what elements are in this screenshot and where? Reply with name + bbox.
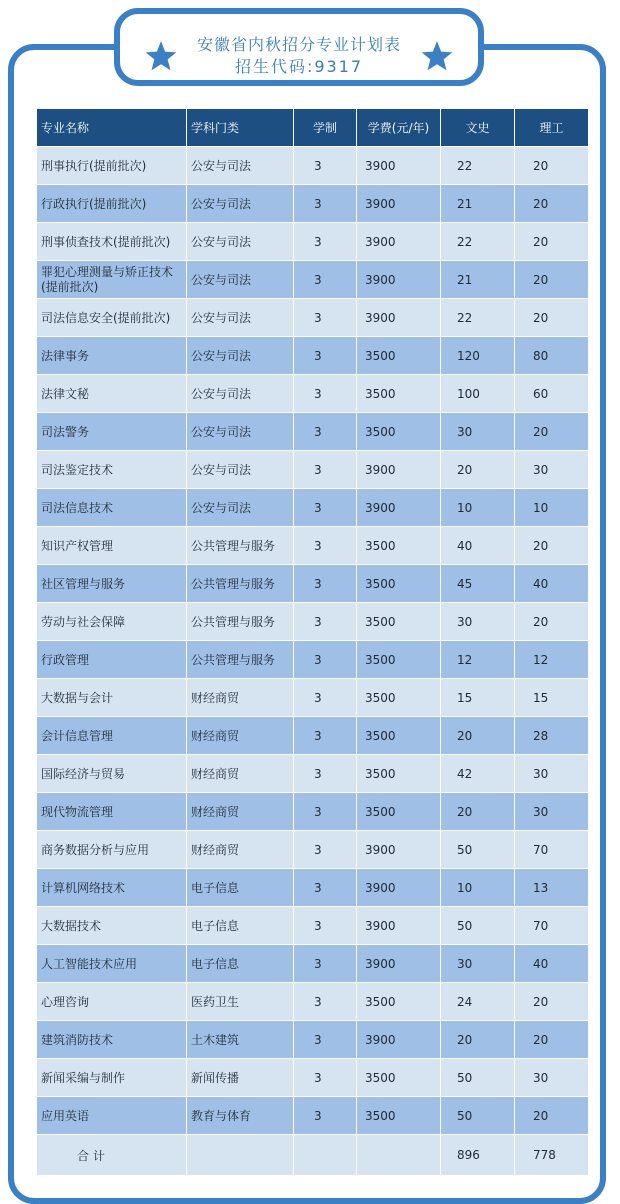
fee-cell: 3900 — [357, 261, 441, 299]
wenshi-cell: 30 — [441, 603, 515, 641]
fee-cell: 3500 — [357, 641, 441, 679]
years-cell: 3 — [294, 527, 357, 565]
wenshi-cell: 21 — [441, 261, 515, 299]
table-row — [37, 299, 589, 337]
table-row — [37, 261, 589, 299]
major-name-cell: 司法警务 — [37, 413, 187, 451]
table-row — [37, 185, 589, 223]
ligong-cell: 60 — [515, 375, 589, 413]
fee-cell: 3900 — [357, 831, 441, 869]
years-cell: 3 — [294, 147, 357, 185]
category-cell: 财经商贸 — [187, 793, 294, 831]
fee-cell: 3500 — [357, 565, 441, 603]
page-title: 安徽省内秋招分专业计划表 — [196, 35, 401, 54]
category-cell: 公安与司法 — [187, 261, 294, 299]
years-cell: 3 — [294, 907, 357, 945]
category-cell: 公共管理与服务 — [187, 641, 294, 679]
ligong-cell: 20 — [515, 1021, 589, 1059]
category-cell: 公安与司法 — [187, 413, 294, 451]
table-row — [37, 679, 589, 717]
wenshi-cell: 20 — [441, 451, 515, 489]
major-name-cell: 新闻采编与制作 — [37, 1059, 187, 1097]
major-name-cell: 劳动与社会保障 — [37, 603, 187, 641]
total-label: 合 计 — [37, 1135, 187, 1176]
ligong-cell: 30 — [515, 451, 589, 489]
major-name-cell: 法律文秘 — [37, 375, 187, 413]
years-cell: 3 — [294, 299, 357, 337]
ligong-cell: 20 — [515, 299, 589, 337]
category-cell: 教育与体育 — [187, 1097, 294, 1135]
category-cell: 电子信息 — [187, 945, 294, 983]
years-cell: 3 — [294, 185, 357, 223]
col-header-wenshi: 文史 — [441, 109, 515, 147]
category-cell: 财经商贸 — [187, 717, 294, 755]
category-cell: 新闻传播 — [187, 1059, 294, 1097]
wenshi-cell: 15 — [441, 679, 515, 717]
table-row — [37, 337, 589, 375]
category-cell: 电子信息 — [187, 869, 294, 907]
fee-cell: 3900 — [357, 907, 441, 945]
years-cell: 3 — [294, 945, 357, 983]
wenshi-cell: 20 — [441, 793, 515, 831]
major-name-cell: 应用英语 — [37, 1097, 187, 1135]
major-name-cell: 社区管理与服务 — [37, 565, 187, 603]
table-header-row — [37, 109, 589, 147]
major-name-cell: 行政管理 — [37, 641, 187, 679]
table-row — [37, 831, 589, 869]
category-cell: 财经商贸 — [187, 755, 294, 793]
ligong-cell: 13 — [515, 869, 589, 907]
ligong-cell: 15 — [515, 679, 589, 717]
star-icon — [420, 39, 454, 73]
wenshi-cell: 50 — [441, 1097, 515, 1135]
fee-cell: 3500 — [357, 413, 441, 451]
category-cell: 电子信息 — [187, 907, 294, 945]
wenshi-cell: 22 — [441, 223, 515, 261]
years-cell: 3 — [294, 413, 357, 451]
table-row — [37, 375, 589, 413]
enrollment-code: 招生代码:9317 — [234, 57, 364, 76]
category-cell: 公安与司法 — [187, 223, 294, 261]
years-cell: 3 — [294, 869, 357, 907]
col-header-fee: 学费(元/年) — [357, 109, 441, 147]
category-cell: 公共管理与服务 — [187, 565, 294, 603]
wenshi-cell: 120 — [441, 337, 515, 375]
table-row — [37, 1097, 589, 1135]
years-cell: 3 — [294, 717, 357, 755]
total-wenshi: 896 — [441, 1135, 515, 1176]
wenshi-cell: 20 — [441, 1021, 515, 1059]
wenshi-cell: 21 — [441, 185, 515, 223]
col-header-ligong: 理工 — [515, 109, 589, 147]
total-row — [37, 1135, 589, 1176]
table-row — [37, 1021, 589, 1059]
ligong-cell: 20 — [515, 261, 589, 299]
total-ligong: 778 — [515, 1135, 589, 1176]
major-name-cell: 心理咨询 — [37, 983, 187, 1021]
fee-cell: 3900 — [357, 451, 441, 489]
ligong-cell: 20 — [515, 413, 589, 451]
ligong-cell: 12 — [515, 641, 589, 679]
major-name-cell: 司法鉴定技术 — [37, 451, 187, 489]
title-banner — [114, 8, 484, 86]
table-row — [37, 413, 589, 451]
category-cell: 公安与司法 — [187, 375, 294, 413]
major-name-cell: 建筑消防技术 — [37, 1021, 187, 1059]
wenshi-cell: 22 — [441, 299, 515, 337]
table-row — [37, 223, 589, 261]
fee-cell: 3500 — [357, 337, 441, 375]
total-empty — [187, 1135, 294, 1176]
table-row — [37, 603, 589, 641]
wenshi-cell: 20 — [441, 717, 515, 755]
fee-cell: 3500 — [357, 1097, 441, 1135]
fee-cell: 3900 — [357, 1021, 441, 1059]
years-cell: 3 — [294, 793, 357, 831]
fee-cell: 3500 — [357, 527, 441, 565]
enrollment-plan-table — [36, 108, 589, 1176]
table-row — [37, 641, 589, 679]
major-name-cell: 司法信息技术 — [37, 489, 187, 527]
table-row — [37, 755, 589, 793]
category-cell: 公安与司法 — [187, 299, 294, 337]
ligong-cell: 20 — [515, 527, 589, 565]
fee-cell: 3500 — [357, 603, 441, 641]
wenshi-cell: 10 — [441, 869, 515, 907]
ligong-cell: 30 — [515, 1059, 589, 1097]
category-cell: 财经商贸 — [187, 831, 294, 869]
table-row — [37, 717, 589, 755]
category-cell: 公安与司法 — [187, 489, 294, 527]
table-row — [37, 147, 589, 185]
col-header-major: 专业名称 — [37, 109, 187, 147]
years-cell: 3 — [294, 1097, 357, 1135]
major-name-cell: 商务数据分析与应用 — [37, 831, 187, 869]
major-name-cell: 罪犯心理测量与矫正技术(提前批次) — [37, 261, 187, 299]
category-cell: 土木建筑 — [187, 1021, 294, 1059]
major-name-cell: 刑事执行(提前批次) — [37, 147, 187, 185]
wenshi-cell: 50 — [441, 1059, 515, 1097]
ligong-cell: 20 — [515, 603, 589, 641]
ligong-cell: 40 — [515, 945, 589, 983]
wenshi-cell: 40 — [441, 527, 515, 565]
total-empty — [357, 1135, 441, 1176]
col-header-category: 学科门类 — [187, 109, 294, 147]
major-name-cell: 司法信息安全(提前批次) — [37, 299, 187, 337]
years-cell: 3 — [294, 1059, 357, 1097]
major-name-cell: 大数据与会计 — [37, 679, 187, 717]
table-row — [37, 451, 589, 489]
table-row — [37, 945, 589, 983]
ligong-cell: 20 — [515, 185, 589, 223]
ligong-cell: 20 — [515, 147, 589, 185]
major-name-cell: 会计信息管理 — [37, 717, 187, 755]
category-cell: 公安与司法 — [187, 185, 294, 223]
years-cell: 3 — [294, 337, 357, 375]
fee-cell: 3500 — [357, 1059, 441, 1097]
category-cell: 公安与司法 — [187, 147, 294, 185]
wenshi-cell: 100 — [441, 375, 515, 413]
years-cell: 3 — [294, 375, 357, 413]
wenshi-cell: 24 — [441, 983, 515, 1021]
wenshi-cell: 10 — [441, 489, 515, 527]
table-row — [37, 565, 589, 603]
ligong-cell: 20 — [515, 1097, 589, 1135]
table-row — [37, 983, 589, 1021]
fee-cell: 3500 — [357, 793, 441, 831]
ligong-cell: 28 — [515, 717, 589, 755]
category-cell: 公安与司法 — [187, 337, 294, 375]
wenshi-cell: 22 — [441, 147, 515, 185]
ligong-cell: 80 — [515, 337, 589, 375]
ligong-cell: 70 — [515, 907, 589, 945]
table-row — [37, 1059, 589, 1097]
category-cell: 医药卫生 — [187, 983, 294, 1021]
years-cell: 3 — [294, 755, 357, 793]
total-empty — [294, 1135, 357, 1176]
fee-cell: 3900 — [357, 223, 441, 261]
major-name-cell: 现代物流管理 — [37, 793, 187, 831]
category-cell: 公安与司法 — [187, 451, 294, 489]
years-cell: 3 — [294, 641, 357, 679]
table-row — [37, 907, 589, 945]
table-row — [37, 527, 589, 565]
fee-cell: 3900 — [357, 945, 441, 983]
years-cell: 3 — [294, 451, 357, 489]
ligong-cell: 20 — [515, 983, 589, 1021]
major-name-cell: 大数据技术 — [37, 907, 187, 945]
fee-cell: 3500 — [357, 375, 441, 413]
fee-cell: 3900 — [357, 299, 441, 337]
wenshi-cell: 12 — [441, 641, 515, 679]
major-name-cell: 人工智能技术应用 — [37, 945, 187, 983]
ligong-cell: 70 — [515, 831, 589, 869]
years-cell: 3 — [294, 261, 357, 299]
ligong-cell: 20 — [515, 223, 589, 261]
fee-cell: 3500 — [357, 755, 441, 793]
fee-cell: 3500 — [357, 679, 441, 717]
ligong-cell: 30 — [515, 793, 589, 831]
years-cell: 3 — [294, 223, 357, 261]
fee-cell: 3900 — [357, 185, 441, 223]
fee-cell: 3900 — [357, 489, 441, 527]
major-name-cell: 行政执行(提前批次) — [37, 185, 187, 223]
wenshi-cell: 50 — [441, 907, 515, 945]
years-cell: 3 — [294, 489, 357, 527]
major-name-cell: 法律事务 — [37, 337, 187, 375]
years-cell: 3 — [294, 983, 357, 1021]
wenshi-cell: 42 — [441, 755, 515, 793]
fee-cell: 3900 — [357, 869, 441, 907]
major-name-cell: 计算机网络技术 — [37, 869, 187, 907]
wenshi-cell: 50 — [441, 831, 515, 869]
col-header-years: 学制 — [294, 109, 357, 147]
category-cell: 公共管理与服务 — [187, 603, 294, 641]
ligong-cell: 30 — [515, 755, 589, 793]
major-name-cell: 知识产权管理 — [37, 527, 187, 565]
table-row — [37, 489, 589, 527]
wenshi-cell: 45 — [441, 565, 515, 603]
category-cell: 公共管理与服务 — [187, 527, 294, 565]
major-name-cell: 刑事侦查技术(提前批次) — [37, 223, 187, 261]
years-cell: 3 — [294, 603, 357, 641]
category-cell: 财经商贸 — [187, 679, 294, 717]
fee-cell: 3900 — [357, 147, 441, 185]
ligong-cell: 10 — [515, 489, 589, 527]
table-row — [37, 793, 589, 831]
ligong-cell: 40 — [515, 565, 589, 603]
years-cell: 3 — [294, 1021, 357, 1059]
fee-cell: 3500 — [357, 983, 441, 1021]
years-cell: 3 — [294, 831, 357, 869]
wenshi-cell: 30 — [441, 413, 515, 451]
years-cell: 3 — [294, 679, 357, 717]
fee-cell: 3500 — [357, 717, 441, 755]
years-cell: 3 — [294, 565, 357, 603]
table-row — [37, 869, 589, 907]
wenshi-cell: 30 — [441, 945, 515, 983]
major-name-cell: 国际经济与贸易 — [37, 755, 187, 793]
